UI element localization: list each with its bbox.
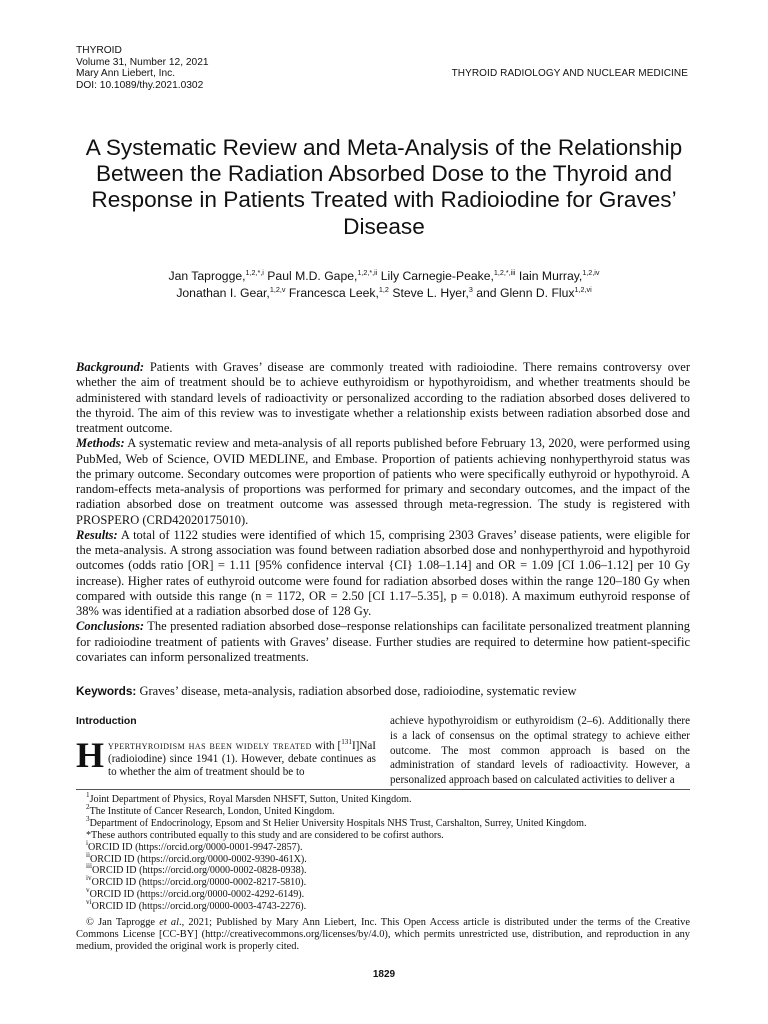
introduction-column-right: achieve hypothyroidism or euthyroidism (2–6). Additionally there is a lack of consensus on the optimal strategy to achieve either outcome. The most common approach is based on the administration of standard levels of radioactivity. However, a personalized approach based on calculated activities to deliver a [390,715,690,787]
abstract-background: Background: Patients with Graves’ disease are commonly treated with radioiodine. There remains controversy over whether the aim of treatment should be to achieve euthyroidism or hypothyroidism, and whether treatments should be administered with standard levels of radioactivity or personalized according to the radiation absorbed doses delivered to the thyroid. The aim of this review was to investigate whether a relationship exists between radiation absorbed dose and treatment outcome. [76,360,691,435]
license-notice: © Jan Taprogge et al., 2021; Published by Mary Ann Liebert, Inc. This Open Access article is distributed under the terms of the Creative Commons License [CC-BY] (http://creativecommons.org/licenses/by/4.0), which permits unrestricted use, distribution, and reproduction in any medium, provided the original work is properly cited. [76,917,690,952]
abstract [76,360,690,665]
intro-smallcaps: yperthyroidism has been widely treated [108,740,312,752]
introduction-column-left: Hyperthyroidism has been widely treated with [$^{131}$I]NaI (radioiodine) since 1941 (1). However, debate continues as to whether the aim of treatment should be to [76,735,376,779]
author: and Glenn D. Flux$^{1,2,vi}$ [476,285,592,300]
footnote: $^1$Joint Department of Physics, Royal Marsden NHSFT, Sutton, United Kingdom. [86,791,412,805]
drop-cap: H [76,735,105,775]
author: Francesca Leek,$^{1,2}$ [288,285,389,300]
abstract-methods: Methods: A systematic review and meta-analysis of all reports published before February 13, 2020, were performed using PubMed, Web of Science, OVID MEDLINE, and Embase. Proportion of patients achieving nonhyperthyroid status was the primary outcome. Secondary outcomes were proportion of patients who were specifically euthyroid or hypothyroid. A random-effects meta-analysis of proportions was performed for primary and secondary outcomes, and the impact of the radiation absorbed dose on treatment outcome was assessed through meta-regression. The study is registered with PROSPERO (CRD42020175010). [76,436,690,527]
footnote-divider [76,789,690,790]
author: Jan Taprogge,$^{1,2,*,i}$ [168,268,264,283]
author: Steve L. Hyer,$^3$ [392,285,473,300]
article-title: A Systematic Review and Meta-Analysis of the Relationship Between the Radiation Absorbed Dose to the Thyroid and Response in Patients Treated with Radioiodine for Graves’ Disease [85,135,683,239]
footnote: $^2$The Institute of Cancer Research, London, United Kingdom. [86,802,335,817]
journal-doi: DOI: 10.1089/thy.2021.0302 [76,79,204,91]
footnote: $^i$ORCID ID (https://orcid.org/0000-0001-9947-2857). [86,838,303,853]
footnote: $^{vi}$ORCID ID (https://orcid.org/0000-0003-4743-2276). [86,898,307,913]
keywords-label: Keywords: [76,684,137,698]
author: Jonathan I. Gear,$^{1,2,v}$ [176,285,286,300]
footnote: $^{iv}$ORCID ID (https://orcid.org/0000-0002-8217-5810). [86,874,307,889]
footnotes [86,791,690,913]
footnote: $^3$Department of Endocrinology, Epsom and St Helier University Hospitals NHS Trust, Carshalton, Surrey, United Kingdom. [86,814,587,829]
footnote: $^{iii}$ORCID ID (https://orcid.org/0000-0002-0828-0938). [86,862,307,877]
journal-name: THYROID [76,45,122,56]
journal-section: THYROID RADIOLOGY AND NUCLEAR MEDICINE [451,68,688,79]
author: Iain Murray,$^{1,2,iv}$ [518,268,600,283]
keywords [76,684,690,699]
author: Paul M.D. Gape,$^{1,2,*,ii}$ [267,268,378,283]
author-list [60,268,708,302]
abstract-results: Results: A total of 1122 studies were identified of which 15, comprising 2303 Graves’ disease patients, were eligible for the meta-analysis. A strong association was found between radiation absorbed dose and nonhyperthyroid and hypothyroid outcomes (odds ratio [OR] = 1.11 [95% confidence interval {CI} 1.08–1.14] and OR = 1.09 [CI 1.06–1.12] per 10 Gy increase). Higher rates of euthyroid outcome were found for radiation absorbed doses within the range 120–180 Gy when compared with outside this range (n = 1172, OR = 2.50 [CI 1.17–5.35], p = 0.018). A maximum euthyroid response of 38% was identified at a radiation absorbed dose of 128 Gy. [76,527,691,618]
section-heading-introduction: Introduction [76,716,137,727]
journal-info [76,45,209,91]
footnote: $^{ii}$ORCID ID (https://orcid.org/0000-0002-9390-461X). [86,850,307,865]
journal-volume: Volume 31, Number 12, 2021 [76,56,209,68]
footnote: *These authors contributed equally to this study and are considered to be cofirst authors. [86,829,444,841]
footnote: $^v$ORCID ID (https://orcid.org/0000-0002-4292-6149). [86,886,305,901]
journal-publisher: Mary Ann Liebert, Inc. [76,68,176,80]
author: Lily Carnegie-Peake,$^{1,2,*,iii}$ [380,268,516,283]
abstract-conclusions: Conclusions: The presented radiation absorbed dose–response relationships can facilitate personalized treatment planning for radioiodine treatment of patients with Graves’ disease. Further studies are required to determine how patient-specific covariates can inform personalized treatments. [76,619,690,664]
page-number: 1829 [372,969,396,980]
keywords-text: Graves’ disease, meta-analysis, radiation absorbed dose, radioiodine, systematic review [139,684,577,698]
